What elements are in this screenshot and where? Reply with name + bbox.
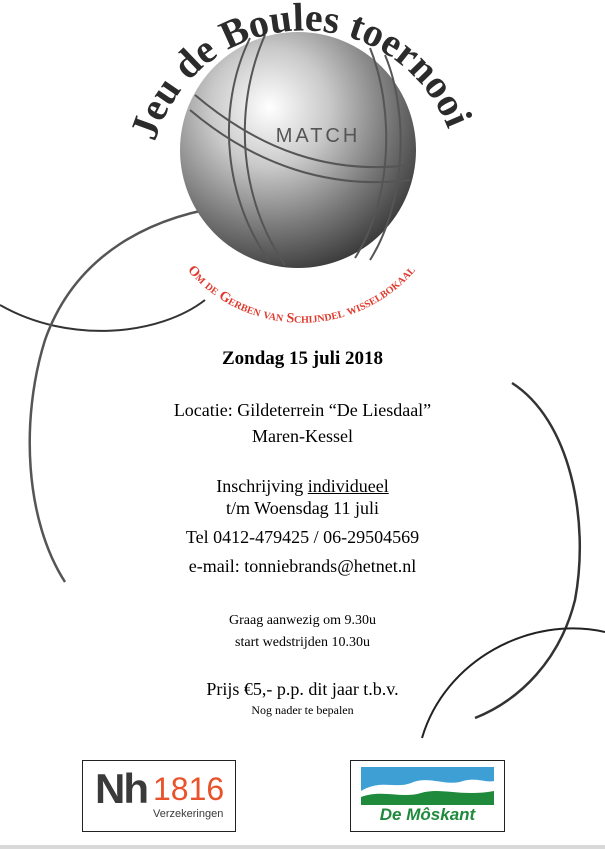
phone-line: Tel 0412-479425 / 06-29504569 [185,527,420,547]
title-arc: Jeu de Boules toernooi [120,0,482,146]
location-line-1: Locatie: Gildeterrein “De Liesdaal” [173,400,432,420]
price-line: Prijs €5,- p.p. dit jaar t.b.v. [206,679,399,699]
decor-arc-left-long [30,205,235,582]
nh-logo-number: 1816 [153,771,225,807]
event-date: Zondag 15 juli 2018 [221,348,383,369]
price-note: Nog nader te bepalen [251,703,354,717]
presence-time: Graag aanwezig om 9.30u [229,613,376,628]
ball-engraving: MATCH [275,125,361,147]
decor-arc-left [0,300,205,331]
page-bottom-edge [0,845,605,849]
subtitle-arc: Om de Gerben van Schijndel wisselbokaal [184,262,419,327]
registration-deadline: t/m Woensdag 11 juli [225,498,380,518]
nh-logo-mark: Nh [95,765,147,812]
nh1816-logo [82,760,236,832]
start-time: start wedstrijden 10.30u [235,635,370,650]
moskant-logo-name: De Môskant [379,805,476,824]
registration-line [0,476,605,497]
email-line: e-mail: tonniebrands@hetnet.nl [188,556,417,576]
location-line-2: Maren-Kessel [252,426,353,446]
nh-logo-subtitle: Verzekeringen [153,808,224,820]
de-moskant-logo [350,760,505,832]
registration-emphasis: individueel [307,476,389,496]
registration-prefix: Inschrijving [216,476,308,496]
